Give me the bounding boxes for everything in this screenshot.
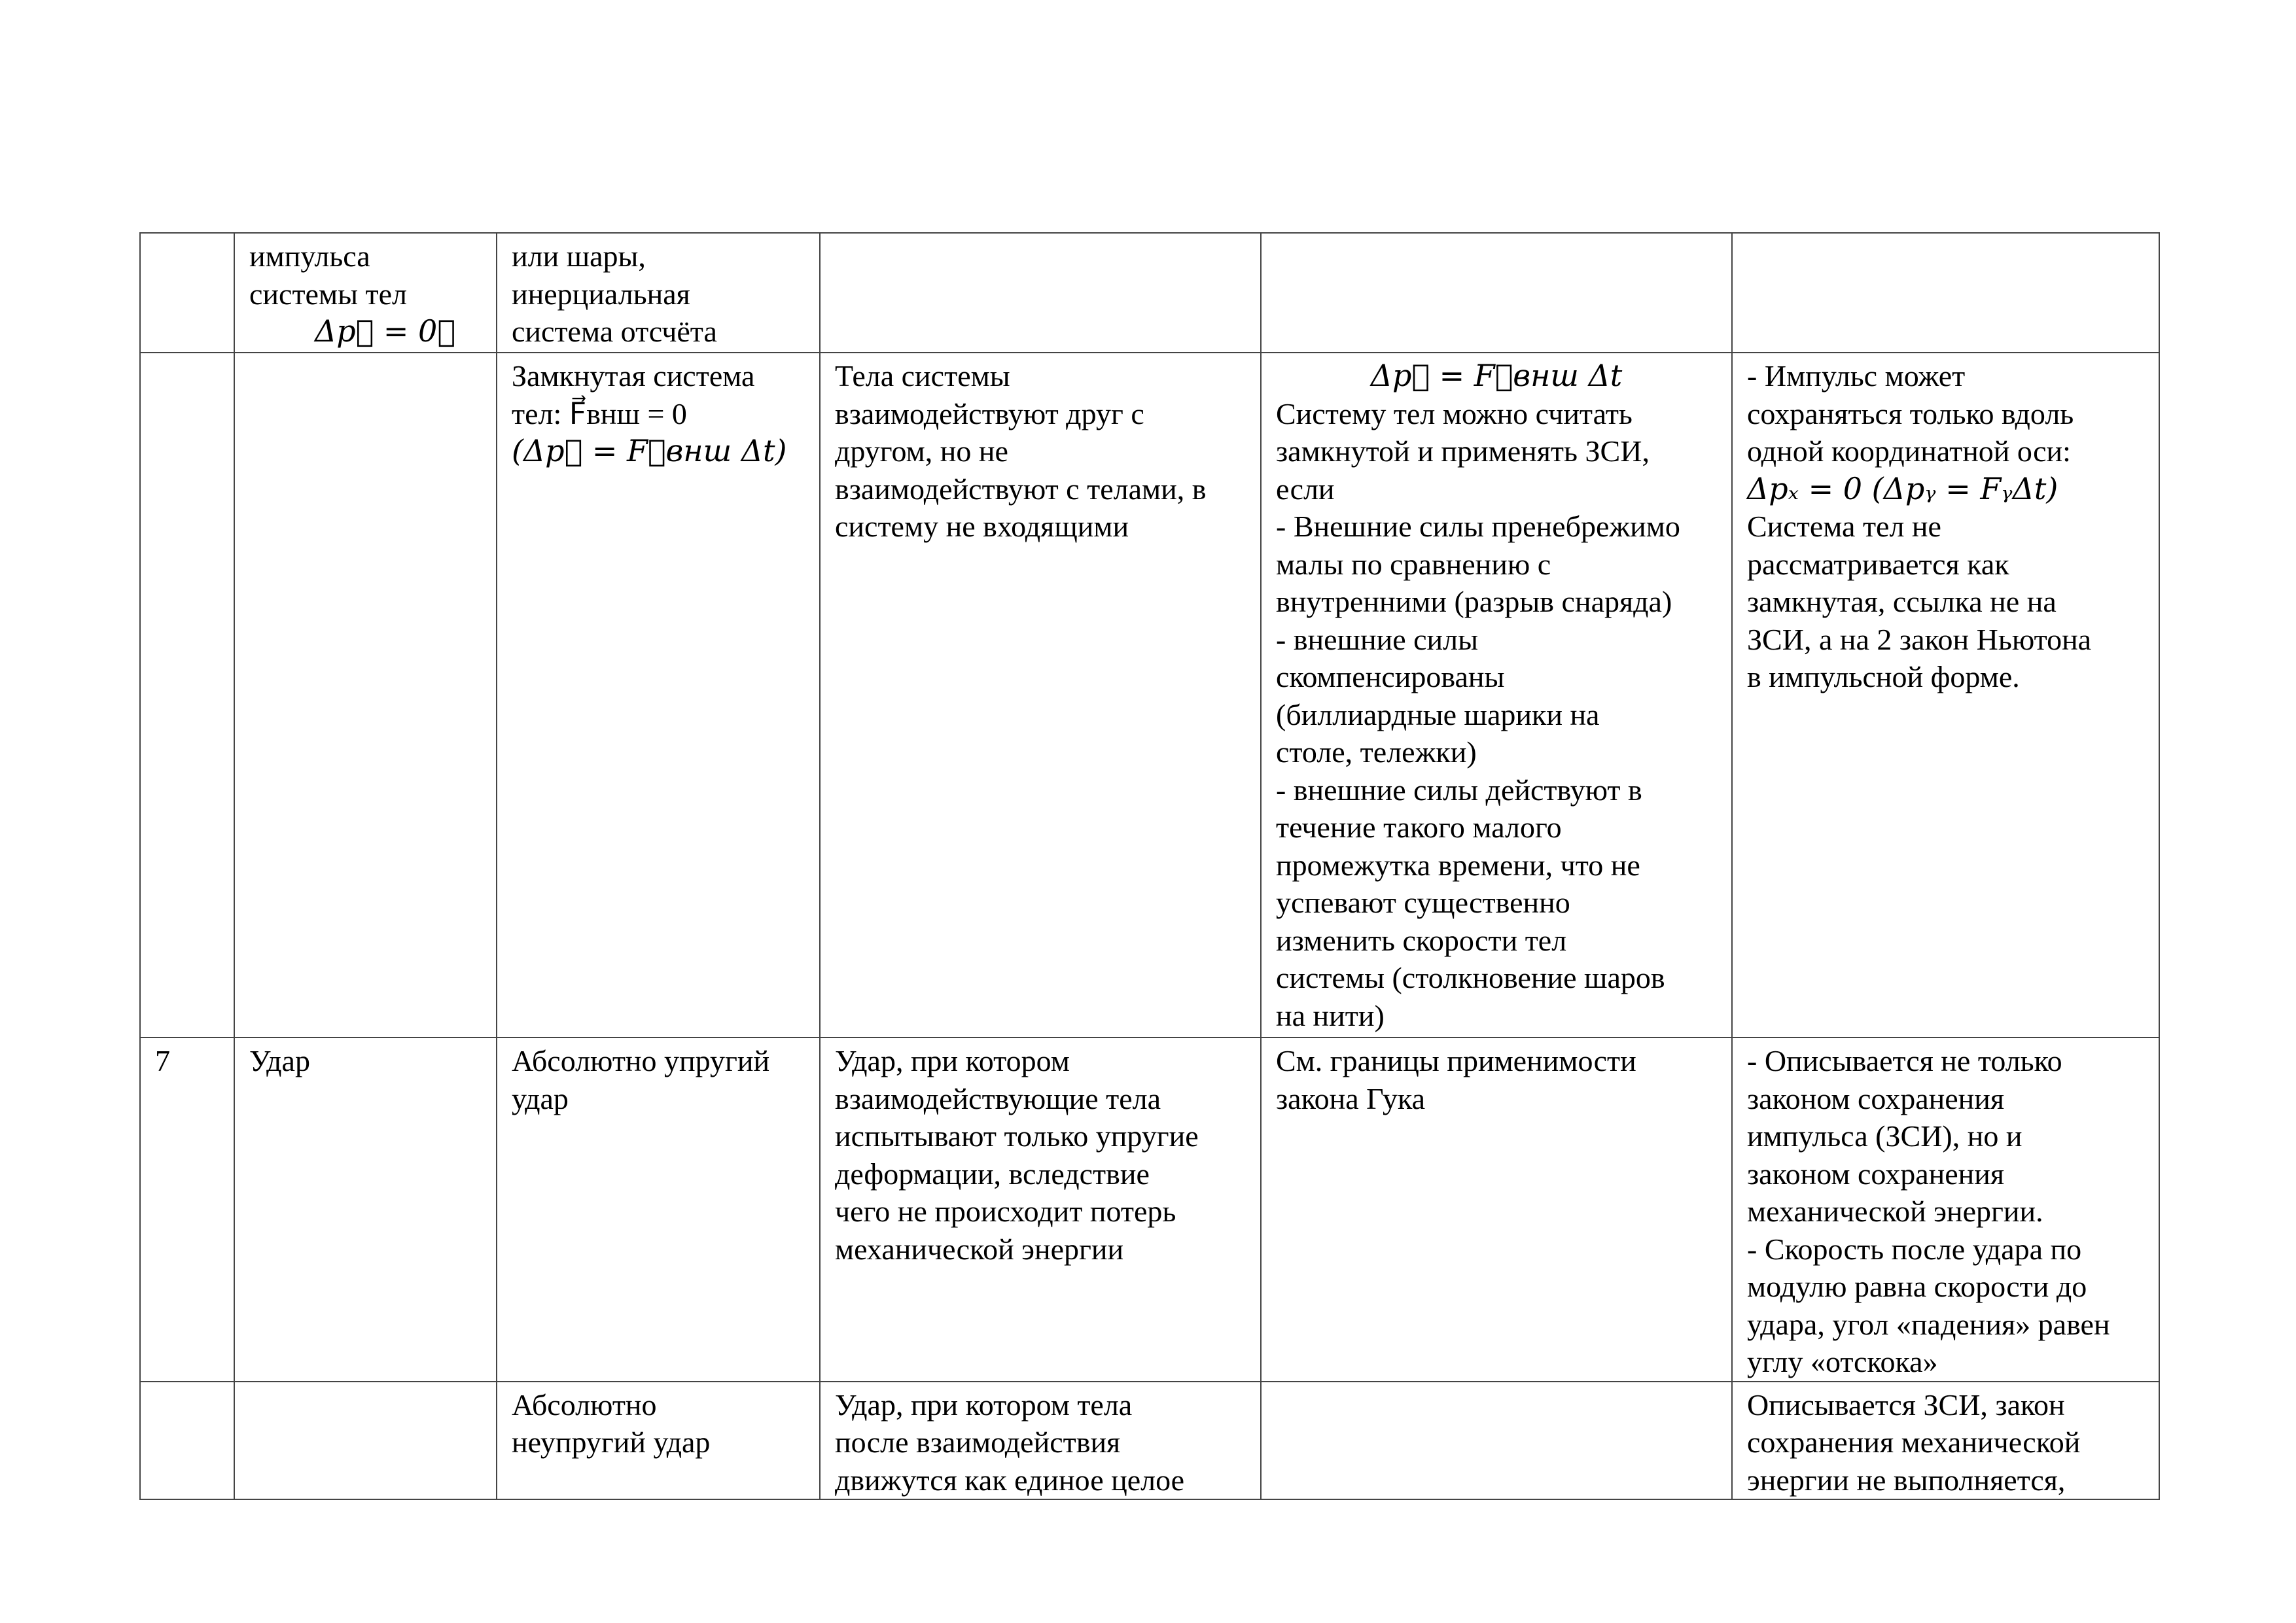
formula: Δp⃗ = F⃗внш Δt xyxy=(1370,358,1623,393)
number-cell xyxy=(140,233,234,353)
text-line: взаимодействуют друг с xyxy=(835,396,1144,430)
text-line: импульса (ЗСИ), но и xyxy=(1747,1119,2022,1153)
formula: Δp⃗ = 0⃗ xyxy=(315,313,455,349)
text-line: системы тел xyxy=(249,277,407,311)
model-cell xyxy=(497,233,820,353)
text-line: Абсолютно xyxy=(512,1387,657,1422)
text-line: углу «отскока» xyxy=(1747,1345,1938,1378)
text-line: законом сохранения xyxy=(1747,1081,2005,1115)
text-line: изменить скорости тел xyxy=(1276,923,1567,957)
applicability-cell xyxy=(1261,1382,1732,1500)
applicability-cell xyxy=(1261,233,1732,353)
text-line: система отсчёта xyxy=(512,315,717,348)
text-line: взаимодействуют с телами, в xyxy=(835,472,1207,506)
table-row xyxy=(140,1038,2159,1382)
text-line: другом, но не xyxy=(835,434,1008,468)
model-cell xyxy=(497,1038,820,1382)
text-line: удар xyxy=(512,1081,569,1115)
table-row xyxy=(140,353,2159,1038)
text-line: - Скорость после удара по xyxy=(1747,1232,2082,1266)
text-line: законом сохранения xyxy=(1747,1157,2005,1191)
text-line: импульса xyxy=(249,239,370,273)
text-line: Систему тел можно считать xyxy=(1276,396,1633,430)
text-line: скомпенсированы xyxy=(1276,660,1505,693)
text-line: чего не происходит потерь xyxy=(835,1195,1176,1228)
text-line: Замкнутая система xyxy=(512,359,755,393)
text-line: столе, тележки) xyxy=(1276,735,1477,769)
text-line: успевают существенно xyxy=(1276,886,1570,919)
number-cell xyxy=(140,353,234,1038)
text-line: Удар, при котором тела xyxy=(835,1387,1133,1422)
text-line: Удар xyxy=(249,1044,310,1077)
text-line: замкнутой и применять ЗСИ, xyxy=(1276,434,1650,468)
text-line: ЗСИ, а на 2 закон Ньютона xyxy=(1747,622,2092,656)
number-cell xyxy=(140,1382,234,1500)
text-line: замкнутая, ссылка не на xyxy=(1747,585,2057,618)
formula: (Δp⃗ = F⃗внш Δt) xyxy=(512,433,787,468)
text-line: Удар, при котором xyxy=(835,1044,1070,1077)
definition-cell xyxy=(820,233,1261,353)
text-line: удара, угол «падения» равен xyxy=(1747,1307,2110,1341)
definition-cell xyxy=(820,1382,1261,1500)
text-line: - Описывается не только xyxy=(1747,1044,2062,1077)
text-line: сохранения механической xyxy=(1747,1425,2081,1459)
text-line: внутренними (разрыв снаряда) xyxy=(1276,585,1672,618)
text-line: после взаимодействия xyxy=(835,1425,1121,1459)
text-line: взаимодействующие тела xyxy=(835,1081,1161,1115)
text-line: течение такого малого xyxy=(1276,811,1562,844)
text-line: движутся как единое целое xyxy=(835,1463,1185,1497)
applicability-cell xyxy=(1261,1038,1732,1382)
notes-cell xyxy=(1732,353,2159,1038)
text-line: в импульсной форме. xyxy=(1747,660,2020,693)
text-line: закона Гука xyxy=(1276,1081,1426,1115)
formula: Δpₓ = 0 (Δpᵧ = FᵧΔt) xyxy=(1747,470,2058,506)
text-line: рассматривается как xyxy=(1747,547,2009,581)
concept-cell xyxy=(234,353,497,1038)
text-line: механической энергии. xyxy=(1747,1195,2043,1228)
text-line: Система тел не xyxy=(1747,510,1941,543)
definition-cell xyxy=(820,353,1261,1038)
text-line: систему не входящими xyxy=(835,510,1129,543)
number-cell: 7 xyxy=(140,1038,234,1382)
table-row xyxy=(140,233,2159,353)
concept-cell xyxy=(234,1038,497,1382)
text-line: Абсолютно упругий xyxy=(512,1044,770,1077)
notes-cell xyxy=(1732,1382,2159,1500)
text-line: системы (столкновение шаров xyxy=(1276,961,1665,994)
text-line: малы по сравнению с xyxy=(1276,547,1551,581)
text-line: механической энергии xyxy=(835,1232,1124,1266)
model-cell xyxy=(497,353,820,1038)
text-line: неупругий удар xyxy=(512,1425,711,1459)
text-line: Тела системы xyxy=(835,359,1010,393)
notes-cell xyxy=(1732,233,2159,353)
text-line: - Внешние силы пренебрежимо xyxy=(1276,510,1680,543)
text-line: энергии не выполняется, xyxy=(1747,1463,2066,1497)
text-line: испытывают только упругие xyxy=(835,1119,1199,1153)
definition-cell xyxy=(820,1038,1261,1382)
model-cell xyxy=(497,1382,820,1500)
text-line: промежутка времени, что не xyxy=(1276,848,1640,882)
text-line: - внешние силы действуют в xyxy=(1276,773,1642,807)
text-line: одной координатной оси: xyxy=(1747,434,2071,468)
text-line: или шары, xyxy=(512,239,646,273)
text-line: Описывается ЗСИ, закон xyxy=(1747,1387,2065,1422)
text-line: - внешние силы xyxy=(1276,622,1479,656)
text-line: на нити) xyxy=(1276,998,1385,1032)
text-line: инерциальная xyxy=(512,277,690,311)
text-line: модулю равна скорости до xyxy=(1747,1270,2087,1303)
concept-cell xyxy=(234,1382,497,1500)
text-line: если xyxy=(1276,472,1335,506)
notes-cell xyxy=(1732,1038,2159,1382)
text-line: - Импульс может xyxy=(1747,359,1966,393)
physics-table xyxy=(139,232,2160,1500)
applicability-cell xyxy=(1261,353,1732,1038)
table-row xyxy=(140,1382,2159,1500)
text-line: сохраняться только вдоль xyxy=(1747,396,2074,430)
text-line: См. границы применимости xyxy=(1276,1044,1636,1077)
text-line: деформации, вследствие xyxy=(835,1157,1150,1191)
formula: тел: F⃗внш = 0 xyxy=(512,396,687,430)
text-line: (биллиардные шарики на xyxy=(1276,697,1600,731)
concept-cell xyxy=(234,233,497,353)
